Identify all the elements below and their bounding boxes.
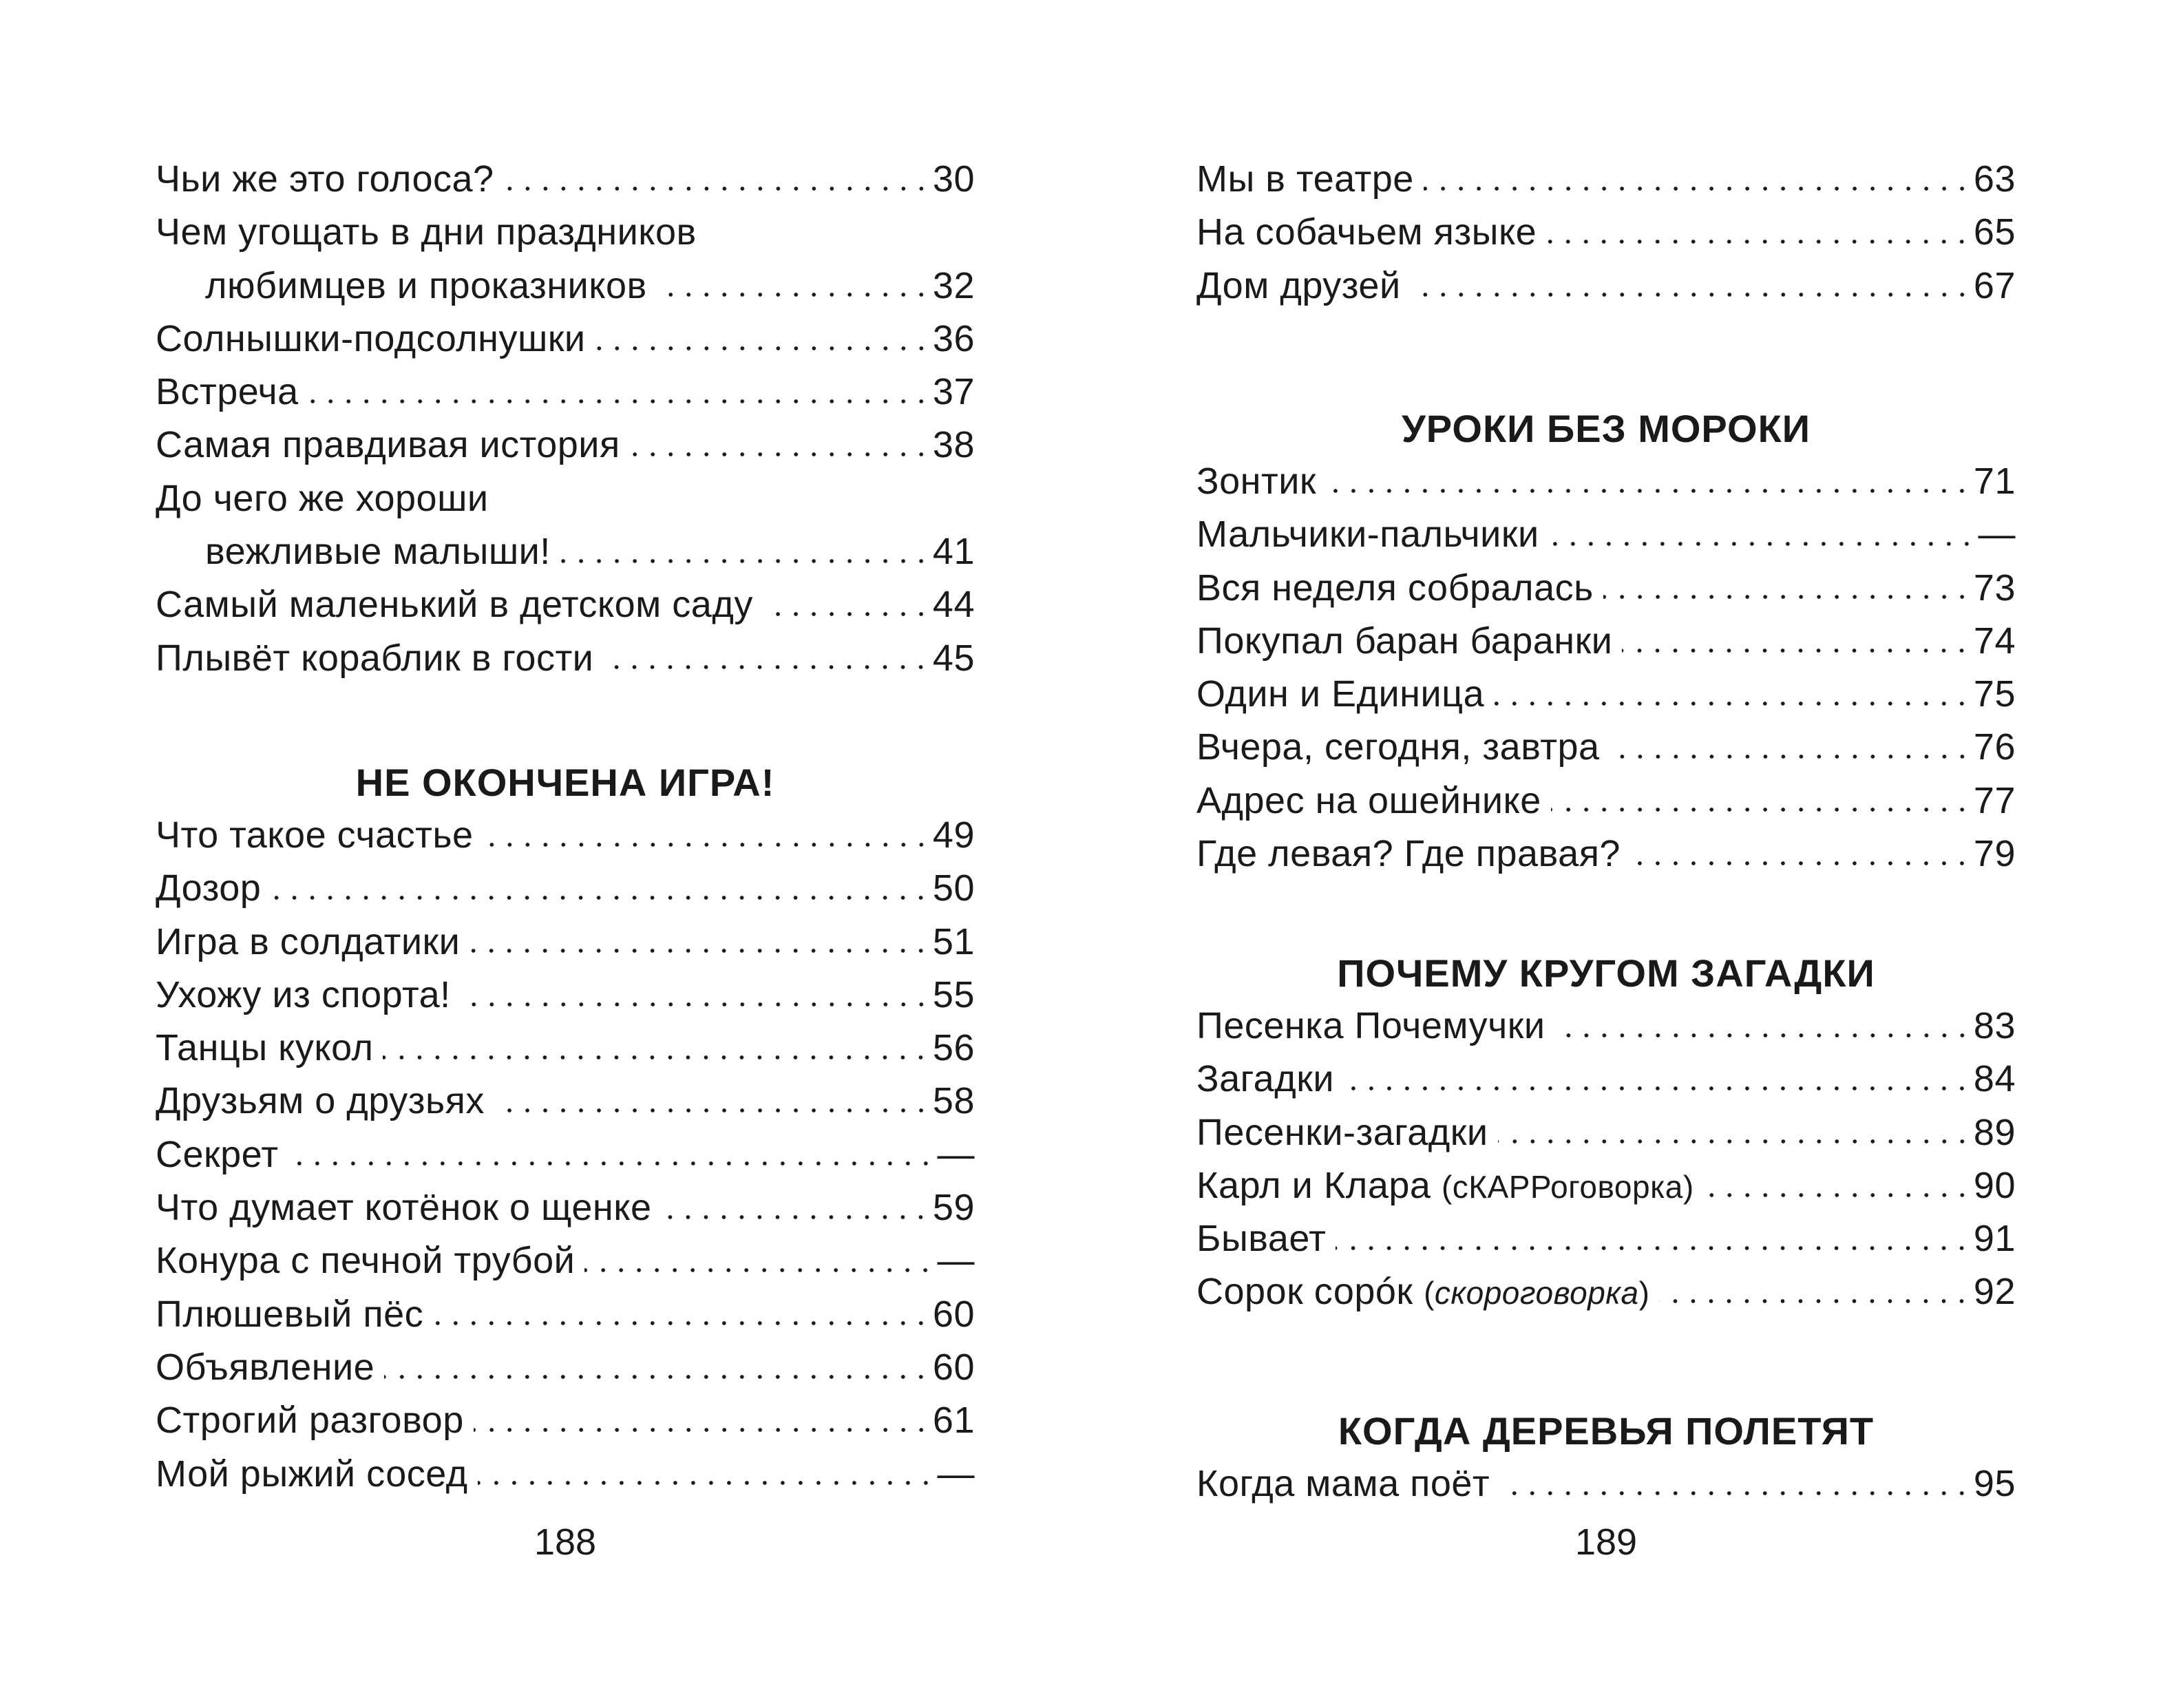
toc-entry-page: 56 [932, 1027, 975, 1069]
toc-entry-title: Что думает котёнок о щенке [156, 1187, 652, 1229]
toc-entry [156, 419, 975, 472]
toc-section-pochemu-krugom-zagadki [1196, 947, 2016, 1319]
toc-entry [156, 1341, 975, 1394]
toc-entry-title: Дозор [156, 867, 262, 909]
dot-leader [584, 1263, 934, 1276]
dot-leader [1336, 1241, 1971, 1254]
toc-entry-title: Вчера, сегодня, завтра [1196, 726, 1600, 768]
toc-entry-page: 49 [932, 814, 975, 856]
dot-leader [1498, 1134, 1971, 1148]
toc-entry [156, 366, 975, 419]
toc-entry [1196, 153, 2016, 206]
toc-entry-page: 83 [1973, 1005, 2016, 1046]
toc-entry [1196, 455, 2016, 508]
dot-leader [603, 660, 930, 673]
toc-entry [156, 313, 975, 366]
toc-entry-note-close: ) [1638, 1275, 1650, 1311]
toc-entry-note: (сКАРРоговорка) [1441, 1168, 1694, 1205]
dot-leader [1704, 1188, 1971, 1201]
toc-entry [1196, 1106, 2016, 1159]
toc-entry-page: 74 [1973, 620, 2016, 662]
dot-leader [1424, 181, 1971, 195]
dot-leader [483, 837, 930, 851]
toc-entry [1196, 508, 2016, 561]
toc-entry-title: Плюшевый пёс [156, 1293, 424, 1335]
toc-entry-title: Конура с печной трубой [156, 1240, 576, 1282]
dot-leader [383, 1050, 929, 1064]
toc-entry-page: 61 [932, 1400, 975, 1442]
dot-leader [461, 997, 930, 1011]
toc-entry-page: 58 [932, 1080, 975, 1122]
toc-entry [1196, 774, 2016, 827]
dot-leader [1603, 589, 1971, 603]
toc-entry [1196, 827, 2016, 881]
dot-leader [1555, 1028, 1971, 1042]
toc-entry [156, 862, 975, 915]
page-number: 189 [1574, 1521, 1638, 1563]
toc-entry [1196, 721, 2016, 774]
toc-entry-page: 89 [1973, 1111, 2016, 1153]
toc-entry [156, 1394, 975, 1447]
section-heading: НЕ ОКОНЧЕНА ИГРА! [355, 761, 775, 804]
toc-entry [156, 632, 975, 685]
toc-entry-title: Чем угощать в дни праздников [156, 211, 697, 253]
toc-entry-note-italic: скороговорка [1434, 1275, 1639, 1311]
toc-entry-page: 65 [1973, 211, 2016, 253]
dot-leader [1494, 696, 1971, 710]
toc-entry [1196, 1053, 2016, 1106]
toc-entry [1196, 1159, 2016, 1212]
dot-leader [271, 890, 930, 904]
toc-entry [1196, 562, 2016, 615]
toc-entry-title: Дом друзей [1196, 264, 1401, 306]
dot-leader [630, 447, 930, 461]
toc-entry-title: Один и Единица [1196, 673, 1485, 715]
toc-entry-page: 90 [1973, 1164, 2016, 1206]
toc-entry-title-text: Карл и Клара [1196, 1164, 1431, 1206]
toc-entry-title [1196, 1159, 1694, 1214]
dot-leader [1499, 1486, 1971, 1499]
toc-list-right-top [1196, 153, 2016, 313]
toc-entry-page: 73 [1973, 567, 2016, 609]
dot-leader [469, 943, 930, 957]
toc-entry [156, 260, 975, 313]
toc-list-left-top [156, 153, 975, 685]
toc-entry-page: — [1978, 514, 2016, 556]
dot-leader [308, 394, 930, 408]
toc-entry-title: Секрет [156, 1133, 279, 1175]
toc-entry-title-text: Сорок сорóк [1196, 1271, 1413, 1313]
toc-entry-page: 77 [1973, 779, 2016, 821]
toc-entry [156, 1022, 975, 1075]
toc-entry-page: 44 [932, 584, 975, 626]
toc-entry-title: вежливые малыши! [205, 531, 551, 573]
dot-leader [661, 1210, 929, 1223]
toc-entry-title: Чьи же это голоса? [156, 158, 494, 200]
toc-entry-title: Когда мама поёт [1196, 1463, 1490, 1504]
dot-leader [288, 1156, 935, 1170]
dot-leader [1610, 749, 1971, 763]
toc-entry-note-open: ( [1424, 1275, 1435, 1311]
toc-entry-title: Объявление [156, 1346, 375, 1388]
toc-entry [156, 1234, 975, 1287]
toc-entry-title: На собачьем языке [1196, 211, 1537, 253]
toc-entry-page: 59 [932, 1187, 975, 1229]
toc-entry-page: 30 [932, 158, 975, 200]
toc-entry-title: Что такое счастье [156, 814, 474, 856]
dot-leader [474, 1422, 930, 1436]
toc-entry [1196, 1457, 2016, 1510]
toc-entry-page: 92 [1973, 1271, 2016, 1313]
toc-entry-page: 38 [932, 424, 975, 466]
toc-entry-page: 95 [1973, 1463, 2016, 1504]
toc-entry-title: Встреча [156, 371, 299, 413]
toc-entry-title: Ухожу из спорта! [156, 973, 451, 1015]
toc-entry-title: любимцев и проказников [205, 264, 647, 306]
toc-entry [156, 1128, 975, 1181]
toc-entry [1196, 668, 2016, 721]
toc-entry-title: Мальчики-пальчики [1196, 514, 1539, 556]
toc-section-kogda-derevya-poletyat [1196, 1404, 2016, 1510]
toc-entry-title [1196, 1265, 1649, 1320]
toc-entry [156, 578, 975, 631]
toc-entry-title: Бывает [1196, 1218, 1327, 1260]
toc-entry-page: 63 [1973, 158, 2016, 200]
dot-leader [1549, 536, 1976, 550]
dot-leader [433, 1316, 930, 1329]
toc-entry [1196, 1265, 2016, 1318]
toc-entry-page: 79 [1973, 833, 2016, 875]
dot-leader [1659, 1294, 1970, 1307]
toc-entry [156, 1288, 975, 1341]
toc-entry-title: Где левая? Где правая? [1196, 833, 1621, 875]
toc-entry [156, 472, 975, 525]
toc-entry-page: 84 [1973, 1058, 2016, 1100]
toc-entry-page: 76 [1973, 726, 2016, 768]
toc-entry-title: Игра в солдатики [156, 920, 461, 962]
dot-leader [1344, 1081, 1971, 1095]
dot-leader [384, 1369, 930, 1383]
toc-entry [156, 153, 975, 206]
toc-entry [1196, 206, 2016, 259]
page-number: 188 [534, 1521, 597, 1563]
dot-leader [560, 553, 930, 567]
toc-section-uroki-bez-moroki [1196, 402, 2016, 881]
dot-leader [657, 287, 930, 301]
dot-leader [504, 181, 930, 195]
toc-entry-title: Солнышки-подсолнушки [156, 317, 586, 359]
toc-entry-page: 41 [932, 531, 975, 573]
dot-leader [763, 607, 930, 620]
toc-entry [156, 1181, 975, 1234]
toc-entry-page: — [937, 1133, 975, 1175]
toc-entry [156, 969, 975, 1022]
toc-entry [156, 525, 975, 578]
toc-entry-page: 71 [1973, 461, 2016, 502]
section-heading: КОГДА ДЕРЕВЬЯ ПОЛЕТЯТ [1338, 1409, 1875, 1453]
dot-leader [478, 1475, 935, 1489]
toc-entry-page: 60 [932, 1293, 975, 1335]
section-heading: УРОКИ БЕЗ МОРОКИ [1401, 407, 1811, 450]
dot-leader [595, 341, 930, 355]
dot-leader [494, 1103, 930, 1117]
toc-entry-page: 32 [932, 264, 975, 306]
toc-entry-title: До чего же хороши [156, 477, 489, 519]
toc-entry [156, 1448, 975, 1501]
toc-entry-page: 51 [932, 920, 975, 962]
toc-entry-title: Танцы кукол [156, 1027, 374, 1069]
toc-entry [1196, 1212, 2016, 1265]
toc-entry-page: 37 [932, 371, 975, 413]
toc-entry-page: 91 [1973, 1218, 2016, 1260]
toc-entry [156, 809, 975, 862]
toc-entry-title: Самая правдивая история [156, 424, 620, 466]
toc-entry-page: 67 [1973, 264, 2016, 306]
dot-leader [1326, 483, 1971, 497]
dot-leader [1551, 802, 1971, 816]
toc-entry-page: 36 [932, 317, 975, 359]
toc-entry-title: Покупал баран баранки [1196, 620, 1613, 662]
toc-entry-page: 75 [1973, 673, 2016, 715]
toc-entry [1196, 1000, 2016, 1053]
toc-section-ne-okonchena-igra [156, 756, 975, 1501]
toc-entry [156, 1075, 975, 1128]
toc-entry [1196, 615, 2016, 668]
toc-entry-title: Вся неделя собралась [1196, 567, 1594, 609]
toc-entry-title: Мы в театре [1196, 158, 1414, 200]
toc-entry-page: 60 [932, 1346, 975, 1388]
toc-entry [156, 916, 975, 969]
dot-leader [1411, 287, 1971, 301]
toc-entry-title: Адрес на ошейнике [1196, 779, 1541, 821]
toc-entry-title: Песенки-загадки [1196, 1111, 1488, 1153]
toc-entry-title: Плывёт кораблик в гости [156, 637, 594, 679]
dot-leader [1546, 234, 1971, 248]
toc-entry-title: Зонтик [1196, 461, 1316, 502]
toc-entry-title: Песенка Почемучки [1196, 1005, 1545, 1046]
toc-entry-page: 50 [932, 867, 975, 909]
dot-leader [1622, 643, 1971, 657]
toc-entry [1196, 260, 2016, 313]
toc-entry [156, 206, 975, 259]
toc-entry-title: Строгий разговор [156, 1400, 464, 1442]
toc-entry-page: — [937, 1453, 975, 1495]
toc-entry-title: Загадки [1196, 1058, 1334, 1100]
toc-entry-title: Мой рыжий сосед [156, 1453, 468, 1495]
toc-entry-title: Друзьям о друзьях [156, 1080, 485, 1122]
dot-leader [1630, 856, 1971, 869]
toc-entry-title: Самый маленький в детском саду [156, 584, 753, 626]
toc-entry-page: 55 [932, 973, 975, 1015]
toc-entry-page: 45 [932, 637, 975, 679]
toc-entry-page: — [937, 1240, 975, 1282]
section-heading: ПОЧЕМУ КРУГОМ ЗАГАДКИ [1337, 951, 1875, 995]
